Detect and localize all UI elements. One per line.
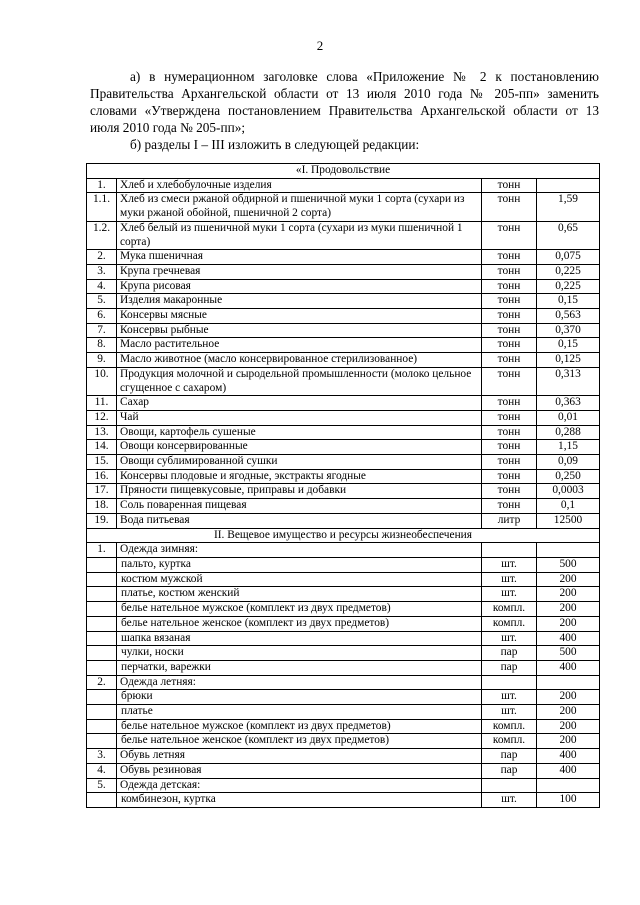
- quantity: 0,15: [537, 338, 600, 353]
- unit-of-measure: пар: [482, 763, 537, 778]
- section-clothing: [87, 528, 600, 543]
- unit-of-measure: тонн: [482, 353, 537, 368]
- table-row: [87, 587, 600, 602]
- item-name: комбинезон, куртка: [117, 793, 482, 808]
- table-row: [87, 440, 600, 455]
- item-name: Консервы мясные: [117, 309, 482, 324]
- table-row: [87, 323, 600, 338]
- item-name: Изделия макаронные: [117, 294, 482, 309]
- table-row: [87, 513, 600, 528]
- quantity: 12500: [537, 513, 600, 528]
- item-name: Мука пшеничная: [117, 250, 482, 265]
- row-number: [87, 690, 117, 705]
- unit-of-measure: шт.: [482, 690, 537, 705]
- table-row: [87, 705, 600, 720]
- table-row: [87, 367, 600, 395]
- quantity: 0,363: [537, 396, 600, 411]
- item-name: Овощи, картофель сушеные: [117, 425, 482, 440]
- quantity: 200: [537, 734, 600, 749]
- row-number: 2.: [87, 675, 117, 690]
- row-number: [87, 631, 117, 646]
- table-row: [87, 250, 600, 265]
- item-name: белье нательное мужское (комплект из двух предметов): [117, 602, 482, 617]
- unit-of-measure: тонн: [482, 367, 537, 395]
- quantity: 0,563: [537, 309, 600, 324]
- row-number: [87, 572, 117, 587]
- unit-of-measure: шт.: [482, 587, 537, 602]
- row-number: [87, 616, 117, 631]
- row-number: 3.: [87, 749, 117, 764]
- unit-of-measure: пар: [482, 646, 537, 661]
- table-row: [87, 543, 600, 558]
- unit-of-measure: шт.: [482, 572, 537, 587]
- quantity: 500: [537, 646, 600, 661]
- quantity: 200: [537, 572, 600, 587]
- item-name: Овощи сублимированной сушки: [117, 455, 482, 470]
- item-name: Продукция молочной и сыродельной промышленности (молоко цельное сгущенное с сахаром): [117, 367, 482, 395]
- item-name: белье нательное женское (комплект из двух предметов): [117, 616, 482, 631]
- item-name: Масло растительное: [117, 338, 482, 353]
- table-row: [87, 338, 600, 353]
- table-row: [87, 178, 600, 193]
- unit-of-measure: тонн: [482, 294, 537, 309]
- quantity: 400: [537, 631, 600, 646]
- table-row: [87, 719, 600, 734]
- row-number: 16.: [87, 469, 117, 484]
- unit-of-measure: [482, 543, 537, 558]
- row-number: [87, 660, 117, 675]
- table-row: [87, 193, 600, 221]
- item-name: пальто, куртка: [117, 557, 482, 572]
- unit-of-measure: тонн: [482, 484, 537, 499]
- item-name: Соль поваренная пищевая: [117, 499, 482, 514]
- row-number: 10.: [87, 367, 117, 395]
- quantity: 0,15: [537, 294, 600, 309]
- row-number: 9.: [87, 353, 117, 368]
- unit-of-measure: компл.: [482, 719, 537, 734]
- quantity: 0,370: [537, 323, 600, 338]
- unit-of-measure: тонн: [482, 440, 537, 455]
- table-row: [87, 602, 600, 617]
- quantity: 0,225: [537, 279, 600, 294]
- row-number: 18.: [87, 499, 117, 514]
- table-row: [87, 793, 600, 808]
- quantity: [537, 778, 600, 793]
- unit-of-measure: [482, 778, 537, 793]
- unit-of-measure: шт.: [482, 557, 537, 572]
- quantity: 0,01: [537, 410, 600, 425]
- table-row: [87, 572, 600, 587]
- quantity: 200: [537, 602, 600, 617]
- row-number: 6.: [87, 309, 117, 324]
- table-row: [87, 631, 600, 646]
- item-name: Хлеб и хлебобулочные изделия: [117, 178, 482, 193]
- intro-text: [90, 68, 599, 153]
- unit-of-measure: тонн: [482, 396, 537, 411]
- unit-of-measure: пар: [482, 660, 537, 675]
- table-row: [87, 455, 600, 470]
- item-name: платье, костюм женский: [117, 587, 482, 602]
- row-number: 14.: [87, 440, 117, 455]
- quantity: 0,288: [537, 425, 600, 440]
- table-row: [87, 660, 600, 675]
- row-number: 4.: [87, 763, 117, 778]
- unit-of-measure: тонн: [482, 323, 537, 338]
- quantity: 400: [537, 763, 600, 778]
- item-name: белье нательное женское (комплект из двух предметов): [117, 734, 482, 749]
- item-name: Одежда детская:: [117, 778, 482, 793]
- reserve-table: [86, 163, 600, 808]
- quantity: 1,15: [537, 440, 600, 455]
- row-number: 19.: [87, 513, 117, 528]
- item-name: Консервы плодовые и ягодные, экстракты ягодные: [117, 469, 482, 484]
- unit-of-measure: тонн: [482, 264, 537, 279]
- item-name: костюм мужской: [117, 572, 482, 587]
- row-number: [87, 734, 117, 749]
- item-name: Крупа гречневая: [117, 264, 482, 279]
- row-number: [87, 719, 117, 734]
- quantity: 0,65: [537, 221, 600, 249]
- item-name: Крупа рисовая: [117, 279, 482, 294]
- table-row: [87, 410, 600, 425]
- table-row: [87, 499, 600, 514]
- table-row: [87, 309, 600, 324]
- section-clothing-title: II. Вещевое имущество и ресурсы жизнеобеспечения: [87, 528, 600, 543]
- unit-of-measure: тонн: [482, 455, 537, 470]
- quantity: 100: [537, 793, 600, 808]
- row-number: [87, 705, 117, 720]
- row-number: 11.: [87, 396, 117, 411]
- unit-of-measure: тонн: [482, 279, 537, 294]
- item-name: брюки: [117, 690, 482, 705]
- unit-of-measure: тонн: [482, 425, 537, 440]
- unit-of-measure: шт.: [482, 705, 537, 720]
- table-row: [87, 469, 600, 484]
- item-name: перчатки, варежки: [117, 660, 482, 675]
- table-row: [87, 778, 600, 793]
- intro-paragraph-b: б) разделы I – III изложить в следующей редакции:: [130, 137, 420, 152]
- item-name: Масло животное (масло консервированное стерилизованное): [117, 353, 482, 368]
- row-number: 1.: [87, 543, 117, 558]
- quantity: 400: [537, 749, 600, 764]
- row-number: 1.2.: [87, 221, 117, 249]
- quantity: 0,09: [537, 455, 600, 470]
- table-row: [87, 353, 600, 368]
- quantity: 200: [537, 587, 600, 602]
- quantity: 0,250: [537, 469, 600, 484]
- table-row: [87, 675, 600, 690]
- table-row: [87, 264, 600, 279]
- section-food-title: «I. Продовольствие: [87, 164, 600, 179]
- unit-of-measure: литр: [482, 513, 537, 528]
- row-number: 3.: [87, 264, 117, 279]
- table-row: [87, 763, 600, 778]
- quantity: 0,225: [537, 264, 600, 279]
- table-row: [87, 294, 600, 309]
- item-name: Одежда зимняя:: [117, 543, 482, 558]
- row-number: 13.: [87, 425, 117, 440]
- quantity: 0,075: [537, 250, 600, 265]
- row-number: 15.: [87, 455, 117, 470]
- row-number: [87, 602, 117, 617]
- row-number: [87, 793, 117, 808]
- unit-of-measure: шт.: [482, 631, 537, 646]
- unit-of-measure: шт.: [482, 793, 537, 808]
- row-number: 2.: [87, 250, 117, 265]
- quantity: [537, 675, 600, 690]
- table-row: [87, 425, 600, 440]
- table-row: [87, 221, 600, 249]
- reserve-table-body: [87, 164, 600, 808]
- quantity: [537, 178, 600, 193]
- item-name: Обувь резиновая: [117, 763, 482, 778]
- item-name: чулки, носки: [117, 646, 482, 661]
- table-row: [87, 734, 600, 749]
- unit-of-measure: тонн: [482, 338, 537, 353]
- item-name: белье нательное мужское (комплект из двух предметов): [117, 719, 482, 734]
- row-number: 8.: [87, 338, 117, 353]
- table-row: [87, 616, 600, 631]
- item-name: Пряности пищевкусовые, приправы и добавки: [117, 484, 482, 499]
- row-number: [87, 646, 117, 661]
- quantity: 200: [537, 690, 600, 705]
- quantity: 1,59: [537, 193, 600, 221]
- row-number: 5.: [87, 778, 117, 793]
- unit-of-measure: компл.: [482, 602, 537, 617]
- row-number: 1.1.: [87, 193, 117, 221]
- row-number: 12.: [87, 410, 117, 425]
- quantity: 0,313: [537, 367, 600, 395]
- item-name: Сахар: [117, 396, 482, 411]
- quantity: 0,125: [537, 353, 600, 368]
- quantity: [537, 543, 600, 558]
- item-name: платье: [117, 705, 482, 720]
- unit-of-measure: компл.: [482, 616, 537, 631]
- table-row: [87, 690, 600, 705]
- item-name: Чай: [117, 410, 482, 425]
- quantity: 200: [537, 705, 600, 720]
- item-name: Овощи консервированные: [117, 440, 482, 455]
- unit-of-measure: [482, 675, 537, 690]
- unit-of-measure: тонн: [482, 309, 537, 324]
- unit-of-measure: тонн: [482, 193, 537, 221]
- item-name: Консервы рыбные: [117, 323, 482, 338]
- row-number: 5.: [87, 294, 117, 309]
- intro-paragraph-a: а) в нумерационном заголовке слова «Приложение № 2 к постановлению Правительства Архангельской области от 13 июля 2010 года № 205-пп» заменить словами «Утверждена постановлением Правительства Архангельской области от 13 июля 2010 года № 205-пп»;: [90, 69, 599, 135]
- row-number: 4.: [87, 279, 117, 294]
- item-name: Хлеб из смеси ржаной обдирной и пшеничной муки 1 сорта (сухари из муки ржаной обойной, пшеничной 2 сорта): [117, 193, 482, 221]
- item-name: Обувь летняя: [117, 749, 482, 764]
- row-number: 1.: [87, 178, 117, 193]
- quantity: 400: [537, 660, 600, 675]
- unit-of-measure: пар: [482, 749, 537, 764]
- table-row: [87, 646, 600, 661]
- quantity: 0,0003: [537, 484, 600, 499]
- unit-of-measure: тонн: [482, 499, 537, 514]
- quantity: 0,1: [537, 499, 600, 514]
- quantity: 200: [537, 719, 600, 734]
- item-name: шапка вязаная: [117, 631, 482, 646]
- quantity: 200: [537, 616, 600, 631]
- table-row: [87, 279, 600, 294]
- table-row: [87, 749, 600, 764]
- row-number: 17.: [87, 484, 117, 499]
- section-food: [87, 164, 600, 179]
- unit-of-measure: тонн: [482, 178, 537, 193]
- table-row: [87, 396, 600, 411]
- item-name: Одежда летняя:: [117, 675, 482, 690]
- unit-of-measure: тонн: [482, 250, 537, 265]
- quantity: 500: [537, 557, 600, 572]
- unit-of-measure: компл.: [482, 734, 537, 749]
- unit-of-measure: тонн: [482, 221, 537, 249]
- unit-of-measure: тонн: [482, 410, 537, 425]
- page-number: 2: [316, 38, 324, 53]
- unit-of-measure: тонн: [482, 469, 537, 484]
- table-row: [87, 484, 600, 499]
- item-name: Хлеб белый из пшеничной муки 1 сорта (сухари из муки пшеничной 1 сорта): [117, 221, 482, 249]
- row-number: [87, 587, 117, 602]
- table-row: [87, 557, 600, 572]
- row-number: 7.: [87, 323, 117, 338]
- item-name: Вода питьевая: [117, 513, 482, 528]
- row-number: [87, 557, 117, 572]
